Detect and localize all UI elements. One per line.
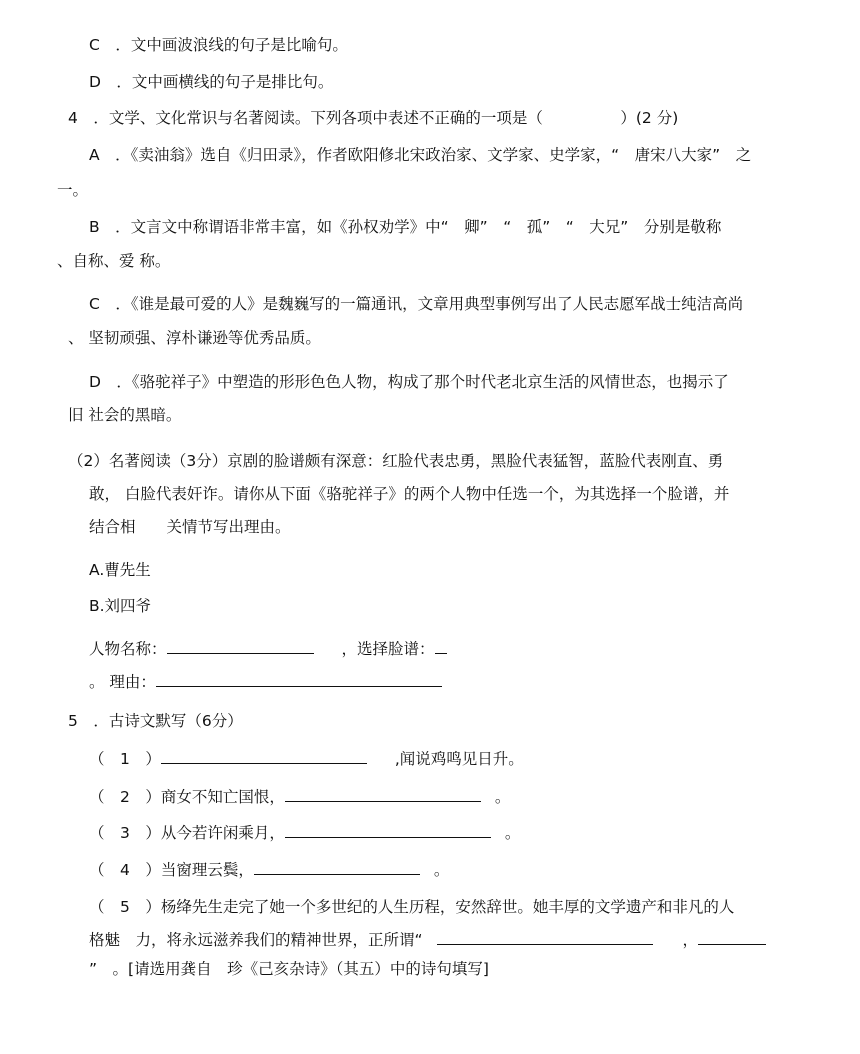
poem-item-5-line3: ” 。[请选用龚自 珍《己亥杂诗》（其五）中的诗句填写] [89, 960, 489, 978]
poem-5-blank-1[interactable] [437, 928, 653, 945]
poem-3-period: 。 [504, 824, 521, 842]
poem-1-blank[interactable] [161, 747, 367, 764]
q4-option-b-line1: B ．文言文中称谓语非常丰富，如《孙权劝学》中“ 卿” “ 孤” “ 大兄” 分别是敬称 [89, 218, 722, 236]
q2-stem-line2: 敢， 白脸代表奸诈。请你从下面《骆驼祥子》的两个人物中任选一个，为其选择一个脸谱，并 [89, 485, 730, 503]
poem-4-period: 。 [433, 861, 450, 879]
question-4-stem: 4 ．文学、文化常识与名著阅读。下列各项中表述不正确的一项是（ ）(2 分) [68, 109, 679, 127]
reason-row [89, 670, 442, 692]
poem-item-2 [89, 785, 510, 807]
poem-5-intro: 格魅 力，将永远滋养我们的精神世界，正所谓“ [89, 931, 423, 949]
q4-option-b-line2: 、自称、爱 称。 [57, 252, 171, 270]
q4-option-a-line1: A ．《卖油翁》选自《归田录》，作者欧阳修北宋政治家、文学家、史学家，“ 唐宋八大家” 之 [89, 146, 752, 164]
poem-1-number: （ 1 ） [89, 750, 161, 768]
name-label: 人物名称： [89, 640, 167, 658]
option-c-q3: C ．文中画波浪线的句子是比喻句。 [89, 36, 348, 54]
poem-item-4 [89, 858, 449, 880]
q4-option-c-line2: 、 坚韧顽强、淳朴谦逊等优秀品质。 [68, 329, 321, 347]
mask-label: ，选择脸谱： [341, 640, 435, 658]
poem-3-text: （ 3 ）从今若许闲乘月， [89, 824, 285, 842]
option-d-q3: D ．文中画横线的句子是排比句。 [89, 73, 334, 91]
poem-item-5-line1: （ 5 ）杨绛先生走完了她一个多世纪的人生历程，安然辞世。她丰厚的文学遗产和非凡的人 [89, 898, 735, 916]
poem-item-3 [89, 821, 520, 843]
poem-5-comma: ， [682, 931, 699, 949]
poem-5-blank-2[interactable] [698, 928, 766, 945]
mask-blank[interactable] [435, 637, 447, 654]
poem-3-blank[interactable] [285, 821, 491, 838]
choice-a: A.曹先生 [89, 561, 151, 579]
q2-stem-line3: 结合相 关情节写出理由。 [89, 518, 291, 536]
poem-item-1 [89, 747, 524, 769]
q4-option-c-line1: C ．《谁是最可爱的人》是魏巍写的一篇通讯，文章用典型事例写出了人民志愿军战士纯洁高尚 [89, 295, 744, 313]
poem-2-blank[interactable] [285, 785, 481, 802]
poem-item-5-line2 [89, 928, 766, 950]
name-row [89, 637, 447, 659]
poem-4-text: （ 4 ）当窗理云鬓， [89, 861, 254, 879]
q4-option-d-line2: 旧 社会的黑暗。 [68, 406, 182, 424]
q4-option-a-line2: 一。 [57, 181, 89, 199]
poem-1-text: ,闻说鸡鸣见日升。 [394, 750, 524, 768]
reason-blank[interactable] [156, 670, 442, 687]
poem-2-period: 。 [494, 788, 511, 806]
q2-stem-line1: （2）名著阅读（3分）京剧的脸谱颇有深意：红脸代表忠勇，黑脸代表猛智，蓝脸代表刚直、勇 [68, 452, 724, 470]
poem-2-text: （ 2 ）商女不知亡国恨， [89, 788, 285, 806]
reason-label: 。 理由： [89, 673, 156, 691]
question-5-stem: 5 ．古诗文默写（6分） [68, 712, 243, 730]
q4-option-d-line1: D ．《骆驼祥子》中塑造的形形色色人物，构成了那个时代老北京生活的风情世态，也揭示了 [89, 373, 729, 391]
poem-4-blank[interactable] [254, 858, 420, 875]
choice-b: B.刘四爷 [89, 597, 152, 615]
name-blank[interactable] [167, 637, 314, 654]
